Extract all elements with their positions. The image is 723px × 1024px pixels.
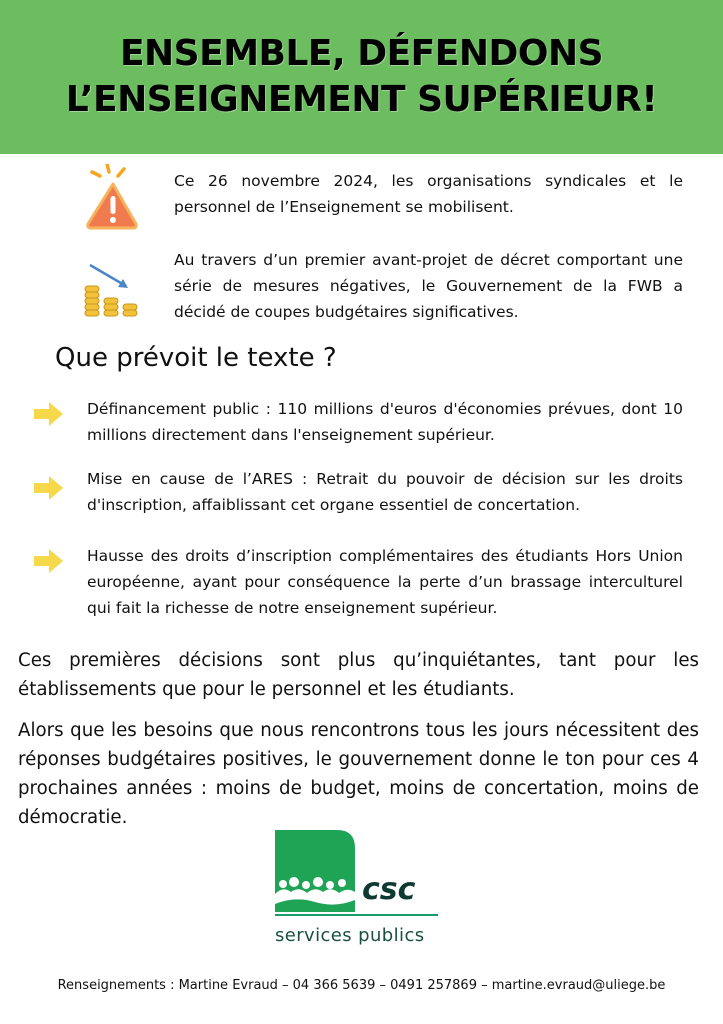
intro-text: Au travers d’un premier avant-projet de décret comportant une série de mesures négatives, le Gouvernement de la FWB a décidé de coupes budgétaires significatives. — [174, 251, 683, 321]
footer-contact: Renseignements : Martine Evraud – 04 366 5639 – 0491 257869 – martine.evraud@uliege.be — [57, 978, 666, 993]
logo-divider — [275, 914, 438, 916]
falling-coins-icon — [82, 262, 142, 318]
page-title — [66, 31, 658, 123]
csc-logo — [275, 830, 445, 950]
warning-icon — [78, 164, 148, 234]
logo-subtitle: services publics — [275, 925, 425, 946]
list-item-text: Définancement public : 110 millions d'euros d'économies prévues, dont 10 millions directement dans l'enseignement supérieur. — [87, 400, 683, 444]
list-item-text: Mise en cause de l’ARES : Retrait du pouvoir de décision sur les droits d'inscription, affaiblissant cet organe essentiel de concertation. — [87, 470, 683, 514]
paragraph: Ces premières décisions sont plus qu’inquiétantes, tant pour les établissements que pour le personnel et les étudiants. — [18, 650, 699, 700]
list-item-text: Hausse des droits d’inscription complémentaires des étudiants Hors Union européenne, ayant pour conséquence la perte d’un brassage interculturel qui fait la richesse de notre enseignement supérieur. — [87, 547, 683, 617]
paragraph: Alors que les besoins que nous rencontrons tous les jours nécessitent des réponses budgétaires positives, le gouvernement donne le ton pour ces 4 prochaines années : moins de budget, moins de concertation, moins de démocratie. — [18, 720, 699, 828]
csc-emblem-icon — [275, 830, 357, 912]
title-line-2: L’ENSEIGNEMENT SUPÉRIEUR! — [65, 79, 658, 120]
section-title: Que prévoit le texte ? — [55, 343, 337, 373]
intro-text: Ce 26 novembre 2024, les organisations syndicales et le personnel de l’Enseignement se mobilisent. — [174, 172, 683, 216]
arrow-right-icon — [34, 402, 64, 426]
arrow-right-icon — [34, 476, 64, 500]
title-line-1: ENSEMBLE, DÉFENDONS — [119, 33, 604, 74]
header-banner — [0, 0, 723, 154]
arrow-right-icon — [34, 549, 64, 573]
logo-wordmark: csc — [362, 872, 416, 907]
